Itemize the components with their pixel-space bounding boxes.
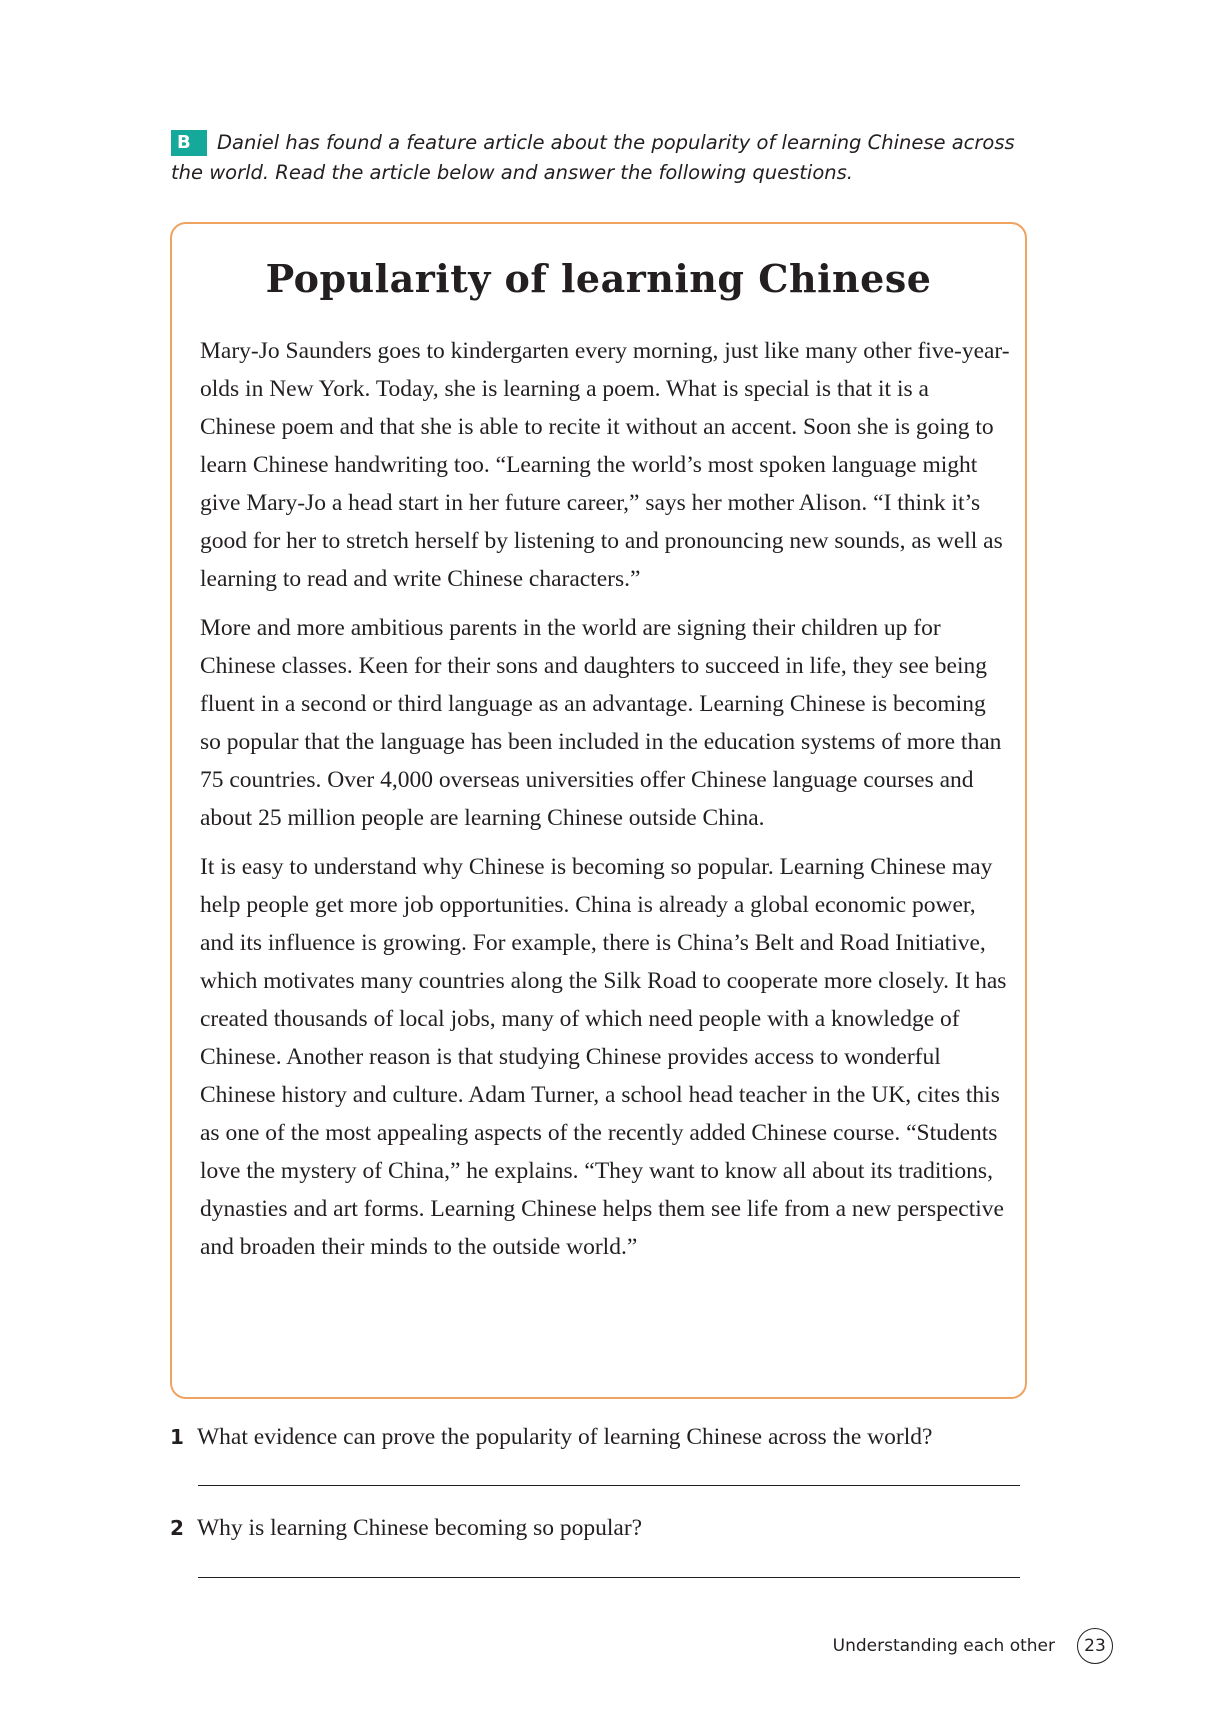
question-number: 1 <box>170 1425 184 1449</box>
answer-line-2[interactable] <box>198 1577 1020 1578</box>
article-body <box>200 332 1010 1277</box>
question-number: 2 <box>170 1516 184 1540</box>
question-2 <box>170 1512 1040 1544</box>
article-paragraph-1: Mary-Jo Saunders goes to kindergarten every morning, just like many other five-year-olds in New York. Today, she is learning a poem. What is special is that it is a Chinese poem and that she is able to recite it without an accent. Soon she is going to learn Chinese handwriting too. “Learning the world’s most spoken language might give Mary-Jo a head start in her future career,” says her mother Alison. “I think it’s good for her to stretch herself by listening to and pronouncing new sounds, as well as learning to read and write Chinese characters.” <box>200 338 1010 592</box>
article-paragraph-2: More and more ambitious parents in the world are signing their children up for Chinese classes. Keen for their sons and daughters to succeed in life, they see being fluent in a second or third language as an advantage. Learning Chinese is becoming so popular that the language has been included in the education systems of more than 75 countries. Over 4,000 overseas universities offer Chinese language courses and about 25 million people are learning Chinese outside China. <box>200 615 1002 831</box>
article-box <box>170 222 1027 1399</box>
footer-section-title: Understanding each other <box>832 1636 1055 1656</box>
answer-line-1[interactable] <box>198 1485 1020 1486</box>
instruction-body: Daniel has found a feature article about the popularity of learning Chinese across the world. Read the article below and answer the following questions. <box>171 131 1015 184</box>
article-paragraph-3: It is easy to understand why Chinese is becoming so popular. Learning Chinese may help people get more job opportunities. China is already a global economic power, and its influence is growing. For example, there is China’s Belt and Road Initiative, which motivates many countries along the Silk Road to cooperate more closely. It has created thousands of local jobs, many of which need people with a knowledge of Chinese. Another reason is that studying Chinese provides access to wonderful Chinese history and culture. Adam Turner, a school head teacher in the UK, cites this as one of the most appealing aspects of the recently added Chinese course. “Students love the mystery of China,” he explains. “They want to know all about its traditions, dynasties and art forms. Learning Chinese helps them see life from a new perspective and broaden their minds to the outside world.” <box>200 854 1007 1260</box>
article-title: Popularity of learning Chinese <box>265 256 932 301</box>
question-text: What evidence can prove the popularity of learning Chinese across the world? <box>197 1424 933 1450</box>
page-number: 23 <box>1077 1628 1113 1664</box>
question-1 <box>170 1421 1040 1453</box>
section-badge: B <box>171 130 207 156</box>
question-text: Why is learning Chinese becoming so popular? <box>197 1515 643 1541</box>
page-footer <box>833 1626 1113 1666</box>
instruction-text <box>171 128 1031 188</box>
